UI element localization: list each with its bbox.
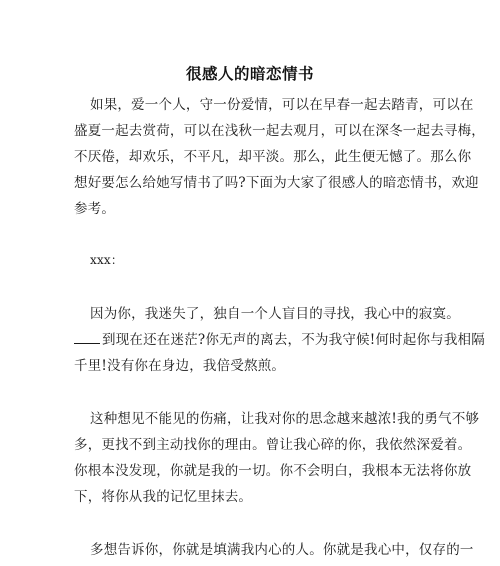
para1-line-2	[74, 328, 485, 348]
para2-line-2: 多，更找不到主动找你的理由。曾让我心碎的你，我依然深爱着。	[74, 437, 472, 453]
intro-line-2: 盛夏一起去赏荷，可以在浅秋一起去观月，可以在深冬一起去寻梅，	[74, 123, 485, 139]
para2-line-3: 你根本没发现，你就是我的一切。你不会明白，我根本无法将你放	[74, 463, 472, 479]
para1-line-1: 因为你，我迷失了，独自一个人盲目的寻找，我心中的寂寞。	[90, 306, 460, 322]
intro-line-5: 参考。	[74, 201, 116, 217]
salutation: xxx：	[90, 253, 124, 267]
para1-line-3: 千里!没有你在身边，我倍受熬煎。	[74, 358, 286, 374]
intro-line-1: 如果，爱一个人，守一份爱情，可以在早春一起去踏青，可以在	[90, 97, 474, 113]
para2-line-4: 下，将你从我的记忆里抹去。	[74, 489, 253, 505]
intro-line-3: 不厌倦，却欢乐，不平凡，却平淡。那么，此生便无憾了。那么你	[74, 149, 472, 165]
para3-line-1: 多想告诉你，你就是填满我内心的人。你就是我心中，仅存的一	[90, 542, 474, 558]
para2-line-1: 这种想见不能见的伤痛，让我对你的思念越来越浓!我的勇气不够	[90, 411, 480, 427]
document-title: 很感人的暗恋情书	[185, 64, 314, 83]
intro-line-4: 想好要怎么给她写情书了吗?下面为大家了很感人的暗恋情书，欢迎	[74, 175, 479, 191]
underline-blank	[74, 331, 100, 344]
para1-line-2-text: 到现在还在迷茫?你无声的离去，不为我守候!何时起你与我相隔	[102, 332, 485, 348]
